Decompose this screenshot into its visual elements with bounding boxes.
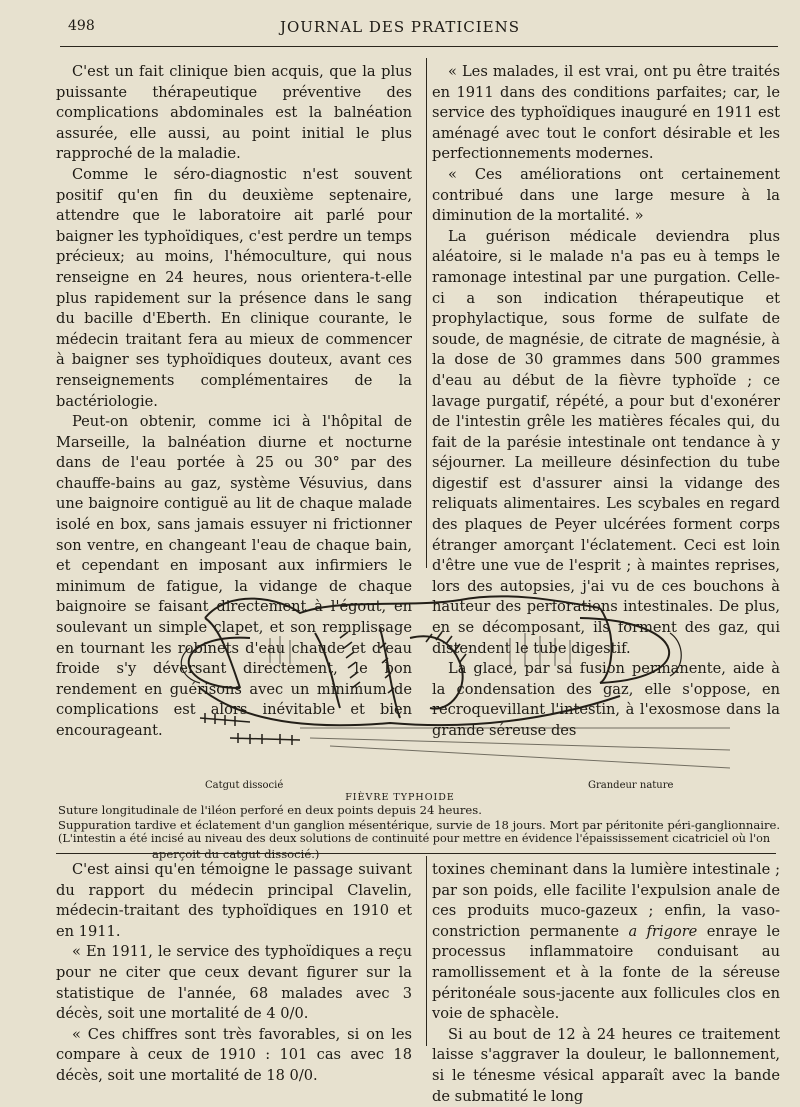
intestine-illustration: [130, 578, 730, 778]
figure-label-scale: Grandeur nature: [588, 780, 674, 791]
caption-line: (L'intestin a été incisé au niveau des deux solutions de continuité pour mettre en évidence l'épaississement cicatriciel où l'on: [58, 832, 771, 846]
paragraph-text: toxines cheminant dans la lumière intestinale ; par son poids, elle facilite l'expulsion anale de ces produits muco-gazeux ; enfin, la vaso-constriction permanente: [432, 861, 780, 940]
column-divider-lower: [426, 856, 427, 1046]
caption-line: Suture longitudinale de l'iléon perforé en deux points depuis 24 heures.: [58, 803, 482, 817]
lower-right-column: [432, 860, 780, 1107]
caption-line: Suppuration tardive et éclatement d'un ganglion mésentérique, survie de 18 jours. Mort par péritonite péri-ganglionnaire.: [58, 817, 781, 832]
paragraph: « En 1911, le service des typhoïdiques a reçu pour ne citer que ceux devant figurer sur la statistique de l'année, 68 malades avec 3 décès, soit une mortalité de 4 0/0.: [56, 943, 412, 1023]
caption-line: aperçoit du catgut dissocié.): [152, 846, 320, 861]
paragraph: C'est ainsi qu'en témoigne le passage suivant du rapport du médecin principal Clavelin, médecin-traitant des typhoïdiques en 1910 et en 1911.: [56, 861, 412, 940]
paragraph: Comme le séro-diagnostic n'est souvent positif qu'en fin du deuxième septenaire, attendre que le laboratoire ait parlé pour baigner les typhoïdiques, c'est perdre un temps précieux; au moins, l'hémoculture, qui nous renseigne en 24 heures, nous orientera-t-elle plus rapidement sur la présence dans le sang du bacille d'Eberth. En clinique courante, le médecin traitant fera au mieux de commencer à baigner ses typhoïdiques douteux, avant ces renseignements complémentaires de la bactériologie.: [56, 165, 412, 410]
paragraph: « Les malades, il est vrai, ont pu être traités en 1911 dans des conditions parfaites; car, le service des typhoïdiques inauguré en 1911 est aménagé avec tout le confort désirable et les perfectionnements modernes.: [432, 63, 780, 163]
intestine-drawing: [130, 578, 730, 778]
paragraph: La glace, par sa fusion permanente, aide à la condensation des gaz, elle s'oppose, en recroquevillant l'intestin, à l'exosmose dans la grande séreuse des: [432, 660, 780, 739]
figure-label-catgut: Catgut dissocié: [205, 780, 284, 791]
header-rule: [60, 46, 778, 47]
journal-title: JOURNAL DES PRATICIENS: [279, 18, 521, 36]
paragraph: Peut-on obtenir, comme ici à l'hôpital de Marseille, la balnéation diurne et nocturne dans de l'eau portée à 25 ou 30° par des chauffe-bains au gaz, système Vésuvius, dans une baignoire contiguë au lit de chaque malade isolé en box, sans jamais essuyer ni frictionner son ventre, en changeant l'eau de chaque bain, et cependant en imposant aux infirmiers le minimum de fatigue, la vidange de chaque baignoire se faisant directement à l'égout, en soulevant un simple clapet, et son remplissage en tournant les robinets d'eau chaude et d'eau froide s'y déversant directement, le bon rendement en guérisons avec un minimum de complications est alors inévitable et bien encourageant.: [56, 413, 412, 739]
paragraph-text: enraye le processus inflammatoire conduisant au ramollissement et à la fonte de la séreuse péritonéale sous-jacente aux follicules clos en voie de sphacèle.: [432, 922, 780, 1023]
figure-title: FIÈVRE TYPHOIDE: [345, 792, 455, 803]
paragraph: Si au bout de 12 à 24 heures ce traitement laisse s'aggraver la douleur, le ballonnement, si le ténesme vésical apparaît avec la bande de submatité le long: [432, 1025, 780, 1105]
caption-rule: [56, 853, 776, 854]
lower-left-column: [56, 860, 412, 1087]
paragraph: [432, 860, 780, 1025]
paragraph: La guérison médicale deviendra plus aléatoire, si le malade n'a pas eu à temps le ramonage intestinal par une purgation. Celle-ci a son indication thérapeutique et prophylactique, sous forme de sulfate de soude, de magnésie, de citrate de magnésie, à la dose de 30 grammes dans 500 grammes d'eau au début de la fièvre typhoïde ; ce lavage purgatif, répété, a pour but d'exonérer de l'intestin grêle les matières fécales qui, du fait de la parésie intestinale ont tendance à y séjourner. La meilleure désinfection du tube digestif est d'assurer ainsi la vidange des reliquats alimentaires. Les scybales en regard des plaques de Peyer ulcérées forment corps étranger amorçant l'éclatement. Ceci est loin d'être une vue de l'esprit ; à maintes reprises, lors des autopsies, j'ai vu de ces bouchons à hauteur des perforations intestinales. De plus, en se décomposant, ils forment des gaz, qui distendent le tube digestif.: [432, 227, 780, 657]
paragraph: C'est un fait clinique bien acquis, que la plus puissante thérapeutique préventive des complications abdominales est la balnéation assurée, elle aussi, au point initial le plus rapproché de la maladie.: [56, 63, 412, 163]
column-divider-upper: [426, 58, 427, 568]
paragraph: « Ces améliorations ont certainement contribué dans une large mesure à la diminution de la mortalité. »: [432, 165, 780, 225]
latin-phrase: a frigore: [628, 922, 698, 940]
paragraph: « Ces chiffres sont très favorables, si on les compare à ceux de 1910 : 101 cas avec 18 décès, soit une mortalité de 18 0/0.: [56, 1025, 412, 1084]
page-number: 498: [68, 18, 95, 34]
